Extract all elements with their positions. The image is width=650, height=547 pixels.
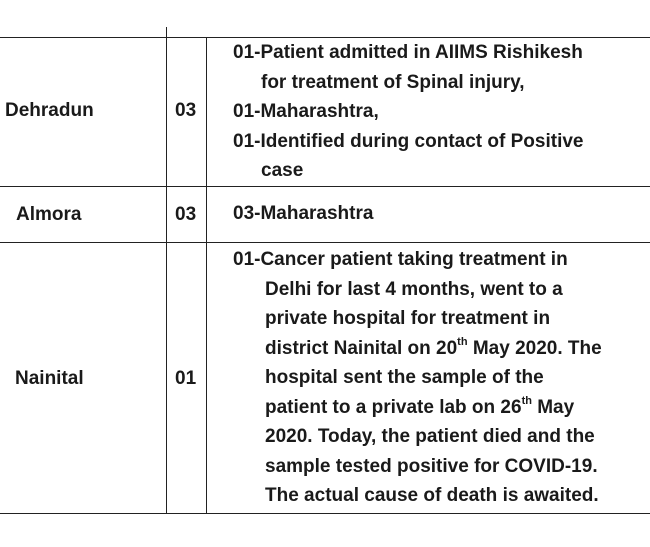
details-almora	[233, 199, 373, 229]
details-line: 01-Cancer patient taking treatment in	[233, 249, 568, 270]
details-line: 01-Maharashtra,	[233, 101, 379, 122]
details-line: 03-Maharashtra	[233, 203, 374, 224]
district-nainital: Nainital	[15, 368, 84, 389]
details-text: patient to a private lab on 26	[265, 396, 522, 418]
details-nainital	[233, 245, 602, 511]
count-almora: 03	[175, 204, 197, 225]
details-line: 2020. Today, the patient died and the	[265, 426, 595, 447]
ordinal-suffix: th	[457, 336, 468, 349]
details-line: 01-Patient admitted in AIIMS Rishikesh	[233, 42, 583, 63]
table-column-divider-1	[166, 27, 167, 513]
details-line: Delhi for last 4 months, went to a	[265, 278, 563, 300]
district-almora: Almora	[16, 204, 82, 225]
details-line: private hospital for treatment in	[265, 308, 551, 329]
details-line: sample tested positive for COVID-19.	[265, 455, 598, 477]
details-line: 01-Identified during contact of Positive	[233, 130, 584, 152]
details-line	[233, 334, 602, 364]
details-line	[233, 393, 602, 423]
details-line: The actual cause of death is awaited.	[265, 485, 599, 506]
details-text: May 2020. The	[467, 337, 602, 359]
details-text: district Nainital on 20	[265, 337, 458, 359]
table-rule-bottom	[0, 513, 650, 514]
table-column-divider-2	[206, 37, 207, 513]
details-dehradun	[233, 38, 583, 186]
table-rule-row1	[0, 186, 650, 187]
table-rule-row2	[0, 242, 650, 243]
district-dehradun: Dehradun	[5, 100, 94, 121]
details-line: case	[261, 160, 304, 181]
ordinal-suffix: th	[521, 395, 532, 408]
count-dehradun: 03	[175, 100, 197, 121]
details-line: hospital sent the sample of the	[265, 367, 544, 388]
details-text: May	[531, 396, 575, 418]
details-line: for treatment of Spinal injury,	[261, 71, 525, 93]
count-nainital: 01	[175, 368, 197, 389]
